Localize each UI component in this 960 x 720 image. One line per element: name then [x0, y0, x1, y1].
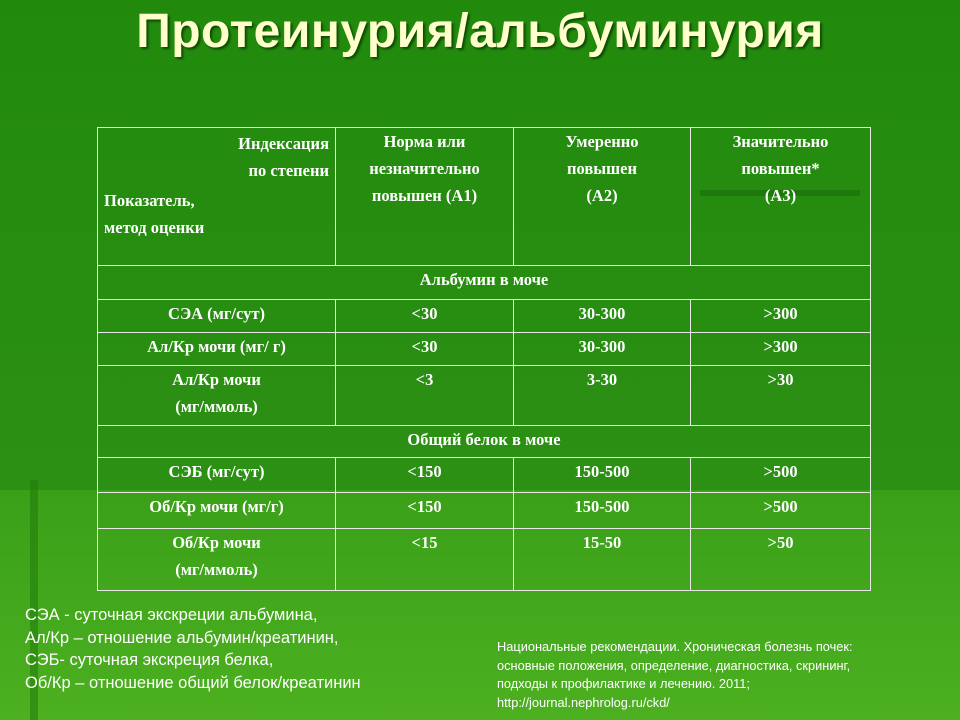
header-corner-cell	[98, 128, 336, 266]
table-header-row	[98, 128, 871, 266]
header-a2: Умеренно повышен (А2)	[514, 128, 691, 266]
table-row	[98, 300, 871, 333]
table-row	[98, 333, 871, 366]
row-label: СЭБ (мг/сут)	[98, 458, 336, 493]
table-row	[98, 529, 871, 591]
section-row-albumin	[98, 266, 871, 300]
row-label: СЭА (мг/сут)	[98, 300, 336, 333]
header-a1: Норма или незначительно повышен (А1)	[336, 128, 514, 266]
legend-item: СЭА - суточная экскреции альбумина,	[25, 606, 318, 624]
cell-a1: <30	[336, 300, 514, 333]
reference-line: подходы к профилактике и лечению. 2011;	[497, 676, 750, 691]
cell-a1: <3	[336, 366, 514, 426]
cell-a1: <30	[336, 333, 514, 366]
cell-a2: 30-300	[514, 333, 691, 366]
legend-item: Об/Кр – отношение общий белок/креатинин	[25, 673, 361, 692]
table-row	[98, 366, 871, 426]
section-albumin-label: Альбумин в моче	[98, 266, 871, 300]
source-reference	[497, 638, 957, 712]
row-label: Ал/Кр мочи (мг/ г)	[98, 333, 336, 366]
cell-a1: <150	[336, 493, 514, 529]
legend-item: Ал/Кр – отношение альбумин/креатинин,	[25, 628, 339, 647]
cell-a2: 3-30	[514, 366, 691, 426]
cell-a3: >500	[691, 458, 871, 493]
cell-a3: >500	[691, 493, 871, 529]
cell-a2: 15-50	[514, 529, 691, 591]
section-protein-label: Общий белок в моче	[98, 426, 871, 458]
section-row-protein	[98, 426, 871, 458]
cell-a3: >30	[691, 366, 871, 426]
row-label: Об/Кр мочи (мг/ммоль)	[98, 529, 336, 591]
cell-a2: 150-500	[514, 458, 691, 493]
slide-title: Протеинурия/альбуминурия	[136, 5, 824, 58]
cell-a2: 150-500	[514, 493, 691, 529]
abbreviation-legend	[25, 604, 465, 694]
cell-a3: >300	[691, 333, 871, 366]
legend-item: СЭБ- суточная экскреция белка,	[25, 651, 274, 669]
cell-a2: 30-300	[514, 300, 691, 333]
header-indicator: Показатель, метод оценки	[104, 191, 205, 237]
cell-a3: >300	[691, 300, 871, 333]
classification-table	[97, 127, 871, 591]
cell-a1: <150	[336, 458, 514, 493]
row-label: Об/Кр мочи (мг/г)	[98, 493, 336, 529]
table-row	[98, 493, 871, 529]
header-a3: Значительно повышен* (А3)	[691, 128, 871, 266]
cell-a3: >50	[691, 529, 871, 591]
reference-line: Национальные рекомендации. Хроническая болезнь почек:	[497, 639, 853, 654]
cell-a1: <15	[336, 529, 514, 591]
reference-url: http://journal.nephrolog.ru/ckd/	[497, 694, 670, 710]
reference-line: основные положения, определение, диагностика, скрининг,	[497, 657, 851, 673]
header-indexing: Индексация по степени	[238, 134, 329, 180]
row-label: Ал/Кр мочи (мг/ммоль)	[98, 366, 336, 426]
table-row	[98, 458, 871, 493]
